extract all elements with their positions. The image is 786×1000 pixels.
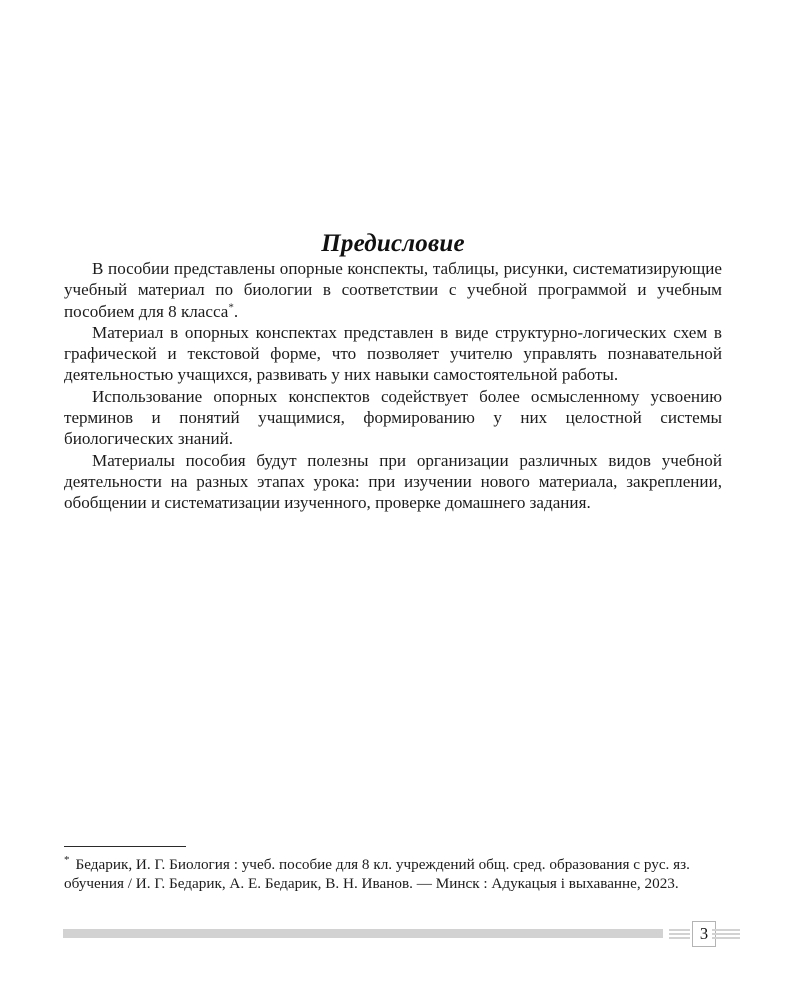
footnote-section bbox=[64, 846, 722, 894]
footer-rule-group-right bbox=[712, 929, 740, 938]
footnote-reference-marker: * bbox=[228, 300, 234, 313]
footer-rule-line bbox=[712, 937, 740, 939]
page-number: 3 bbox=[699, 924, 709, 943]
body-text-block bbox=[64, 258, 722, 514]
paragraph-1 bbox=[64, 258, 722, 322]
footer-rule-line bbox=[712, 929, 740, 931]
paragraph-1-text: В пособии представлены опорные конспекты, таблицы, рисунки, систематизирующие учебный материал по биологии в соответствии с учебной программой и учебным пособием для 8 класса bbox=[64, 259, 722, 321]
footer-rule-group-left bbox=[669, 929, 690, 938]
footer-rule-line bbox=[669, 929, 690, 931]
paragraph-1-period: . bbox=[233, 301, 239, 321]
page-title: Предисловие bbox=[321, 229, 465, 257]
paragraph-3: Использование опорных конспектов содействует более осмысленному усвоению терминов и понятий учащимися, формированию у них целостной системы биологических знаний. bbox=[64, 386, 722, 449]
footer-gray-bar bbox=[63, 929, 663, 938]
footer-rule-line bbox=[669, 937, 690, 939]
footer-rule-line bbox=[712, 933, 740, 935]
footnote-marker: * bbox=[64, 853, 70, 866]
footnote-separator-rule bbox=[64, 846, 186, 847]
footnote-body bbox=[64, 855, 722, 894]
footer-rule-line bbox=[669, 933, 690, 935]
paragraph-4: Материалы пособия будут полезны при организации различных видов учебной деятельности на разных этапах урока: при изучении нового материала, закреплении, обобщении и систематизации изученного, проверке домашнего задания. bbox=[64, 450, 722, 513]
page-footer bbox=[0, 921, 786, 949]
footnote-citation-text: Бедарик, И. Г. Биология : учеб. пособие для 8 кл. учреждений общ. сред. образования с рус. яз. обучения / И. Г. Бедарик, А. Е. Бедарик, В. Н. Иванов. — Минск : Адукацыя i выхаванне, 2023. bbox=[64, 856, 690, 893]
paragraph-2: Материал в опорных конспектах представлен в виде структурно-логических схем в графической и текстовой форме, что позволяет учителю управлять познавательной деятельностью учащихся, развивать у них навыки самостоятельной работы. bbox=[64, 322, 722, 385]
